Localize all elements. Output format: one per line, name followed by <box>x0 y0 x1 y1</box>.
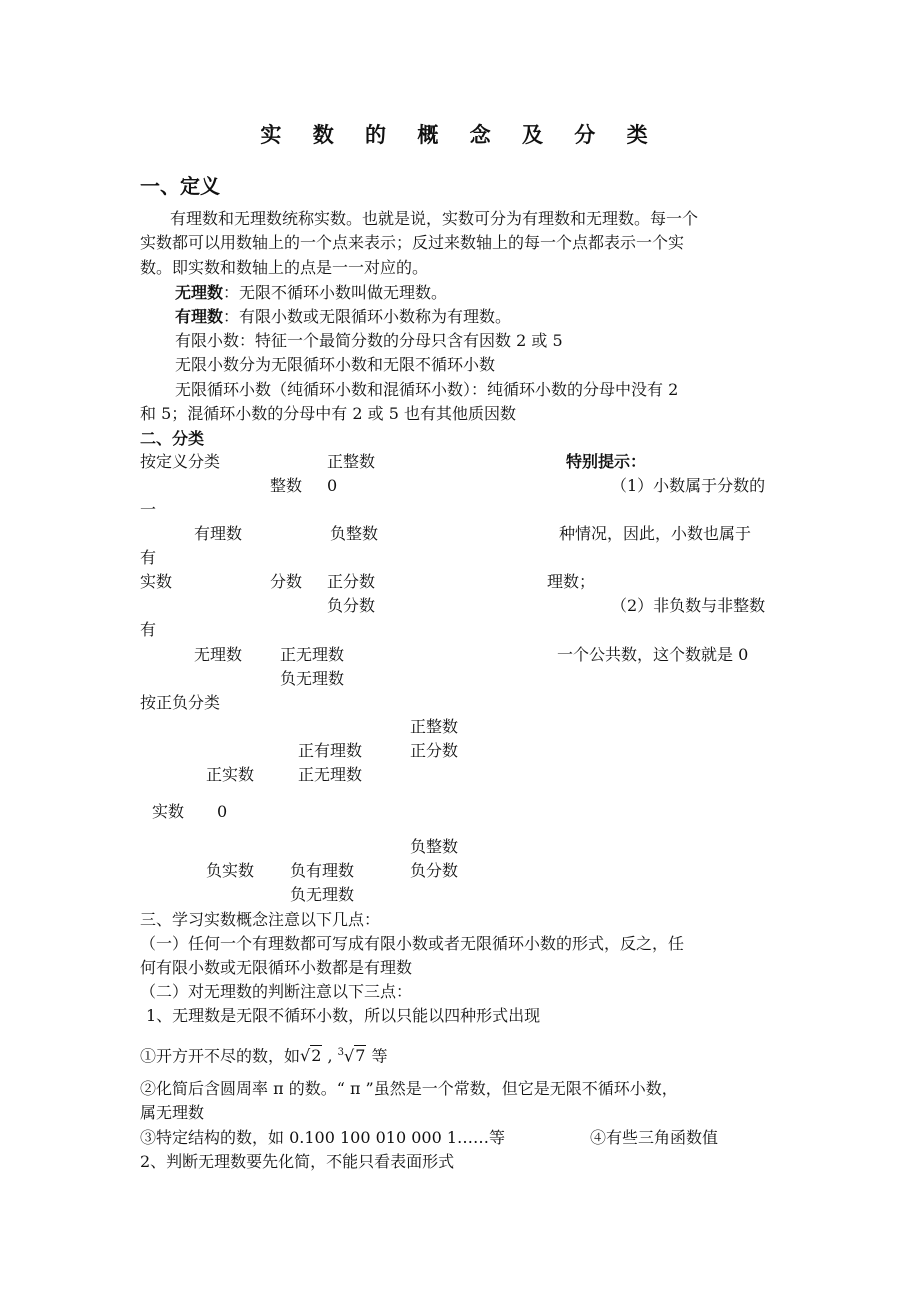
classify-by-sign-label: 按正负分类 <box>140 693 221 712</box>
section-heading-classification: 二、分类 <box>140 429 205 448</box>
sign-tree-positive-fraction: 正分数 <box>410 741 459 760</box>
tip-1-line-4: 有 <box>140 548 157 567</box>
infinite-decimal-note: 无限小数分为无限循环小数和无限不循环小数 <box>175 355 496 374</box>
sign-tree-zero: 0 <box>217 802 228 821</box>
note-2-item-1: 1、无理数是无限不循环小数，所以只能以四种形式出现 <box>146 1006 541 1025</box>
sign-tree-negative-rational: 负有理数 <box>290 861 355 880</box>
note-2-item-2: 2、判断无理数要先化简，不能只看表面形式 <box>140 1152 455 1171</box>
classify-by-definition-label: 按定义分类 <box>140 452 221 471</box>
section-heading-definition: 一、定义 <box>140 174 220 198</box>
page-title: 实 数 的 概 念 及 分 类 <box>260 123 660 147</box>
sign-tree-real: 实数 <box>152 802 185 821</box>
irrational-form-1 <box>140 1042 388 1067</box>
tree-positive-fraction: 正分数 <box>327 572 376 591</box>
cbrt-7-radicand: 7 <box>355 1046 366 1066</box>
tip-2-line-2: 有 <box>140 620 157 639</box>
tree-positive-integer: 正整数 <box>327 452 376 471</box>
tree-negative-irrational: 负无理数 <box>280 669 345 688</box>
tip-2-line-3: 一个公共数，这个数就是 0 <box>557 645 749 664</box>
tree-positive-irrational: 正无理数 <box>280 645 345 664</box>
sign-tree-positive-irrational: 正无理数 <box>298 765 363 784</box>
sign-tree-positive-real: 正实数 <box>206 765 255 784</box>
tree-irrational: 无理数 <box>194 645 243 664</box>
irrational-form-2-line-1: ②化简后含圆周率 π 的数。“ π ”虽然是一个常数，但它是无限不循环小数， <box>140 1079 678 1098</box>
tip-1-line-5: 理数； <box>547 572 596 591</box>
tree-rational: 有理数 <box>194 524 243 543</box>
irrational-definition <box>175 282 447 304</box>
repeating-decimal-note-line-2: 和 5；混循环小数的分母中有 2 或 5 也有其他质因数 <box>140 404 516 423</box>
rational-label: 有理数 <box>175 307 224 326</box>
definition-paragraph-line-2: 实数都可以用数轴上的一个点来表示；反过来数轴上的每一个点都表示一个实 <box>140 233 685 252</box>
cbrt-index: 3 <box>337 1047 345 1058</box>
definition-paragraph-line-1: 有理数和无理数统称实数。也就是说，实数可分为有理数和无理数。每一个 <box>170 209 699 228</box>
sign-tree-negative-integer: 负整数 <box>410 837 459 856</box>
irrational-form-3: ③特定结构的数，如 0.100 100 010 000 1……等 <box>140 1128 506 1147</box>
irrational-text: ：无限不循环小数叫做无理数。 <box>223 283 448 302</box>
tip-2-line-1: （2）非负数与非整数 <box>611 596 766 615</box>
sqrt-2-expression: √2 <box>300 1046 322 1066</box>
irrational-form-4: ④有些三角函数值 <box>590 1128 719 1147</box>
note-1-line-2: 何有限小数或无限循环小数都是有理数 <box>140 958 413 977</box>
tree-real: 实数 <box>140 572 173 591</box>
repeating-decimal-note-line-1: 无限循环小数（纯循环小数和混循环小数）：纯循环小数的分母中没有 2 <box>175 380 679 399</box>
irrational-form-2-line-2: 属无理数 <box>140 1103 205 1122</box>
note-2: （二）对无理数的判断注意以下三点： <box>140 982 413 1001</box>
tree-negative-integer: 负整数 <box>330 524 379 543</box>
sign-tree-negative-fraction: 负分数 <box>410 861 459 880</box>
tree-negative-fraction: 负分数 <box>327 596 376 615</box>
finite-decimal-note: 有限小数：特征一个最简分数的分母只含有因数 2 或 5 <box>175 331 563 350</box>
form-1-separator: , <box>322 1046 338 1066</box>
form-1-suffix: 等 <box>366 1046 388 1066</box>
section-heading-notes: 三、学习实数概念注意以下几点： <box>140 910 381 929</box>
cbrt-7-expression: $^3$√7 <box>337 1046 366 1066</box>
form-1-text: ①开方开不尽的数，如 <box>140 1046 301 1066</box>
tree-fraction: 分数 <box>270 572 303 591</box>
sign-tree-negative-real: 负实数 <box>206 861 255 880</box>
sign-tree-positive-integer: 正整数 <box>410 717 459 736</box>
sign-tree-negative-irrational: 负无理数 <box>290 885 355 904</box>
definition-paragraph-line-3: 数。即实数和数轴上的点是一一对应的。 <box>140 258 429 277</box>
sqrt-2-radicand: 2 <box>311 1046 322 1066</box>
tip-1-line-2: 一 <box>140 500 157 519</box>
tree-zero: 0 <box>327 476 338 495</box>
sign-tree-positive-rational: 正有理数 <box>298 741 363 760</box>
irrational-label: 无理数 <box>175 283 224 302</box>
note-1-line-1: （一）任何一个有理数都可写成有限小数或者无限循环小数的形式，反之，任 <box>140 934 685 953</box>
tip-1-line-3: 种情况，因此，小数也属于 <box>559 524 752 543</box>
rational-definition <box>175 306 511 328</box>
rational-text: ：有限小数或无限循环小数称为有理数。 <box>223 307 512 326</box>
tree-integer: 整数 <box>270 476 303 495</box>
tip-1-line-1: （1）小数属于分数的 <box>611 476 766 495</box>
tip-title: 特别提示： <box>566 452 647 471</box>
